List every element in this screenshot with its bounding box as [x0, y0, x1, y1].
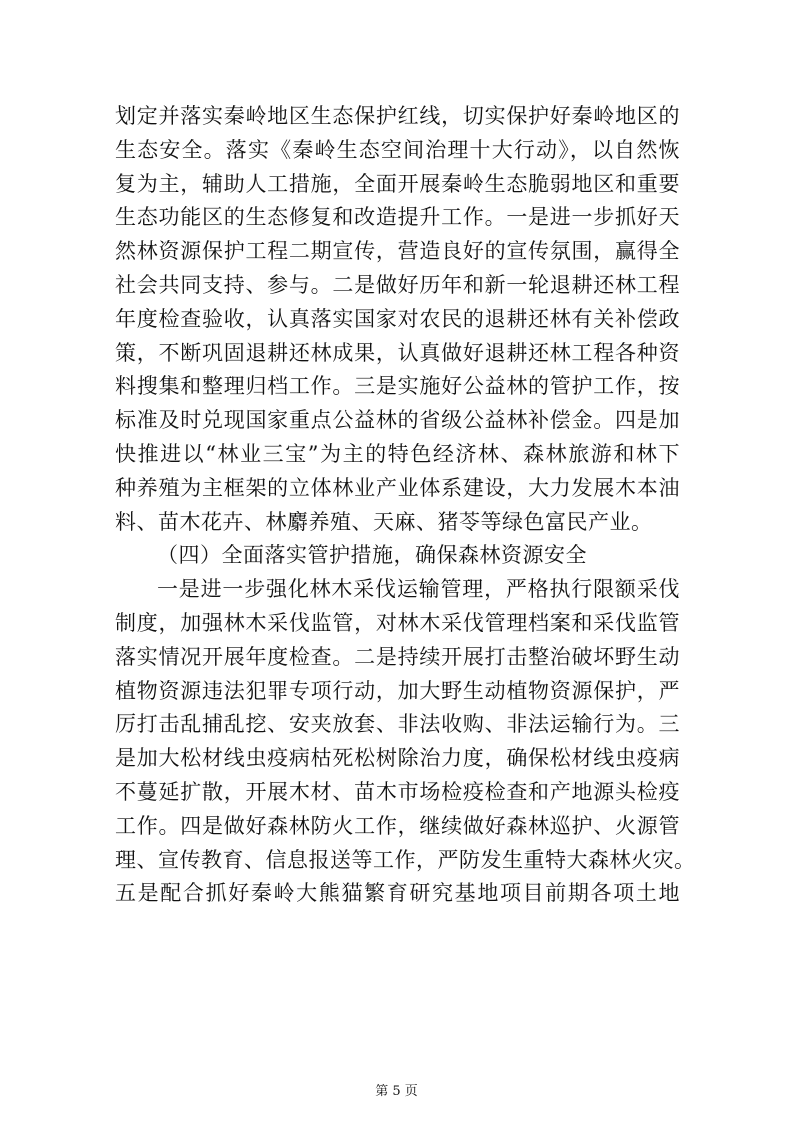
text-line: 划定并落实秦岭地区生态保护红线，切实保护好秦岭地区的 — [115, 104, 680, 128]
text-line: 然林资源保护工程二期宣传，营造良好的宣传氛围，赢得全 — [115, 239, 680, 264]
text-line: 料搜集和整理归档工作。三是实施好公益林的管护工作，按 — [115, 374, 680, 399]
text-line: 复为主，辅助人工措施，全面开展秦岭生态脆弱地区和重要 — [115, 171, 680, 196]
text-line: 种养殖为主框架的立体林业产业体系建设，大力发展木本油 — [115, 475, 680, 500]
text-line: 植物资源违法犯罪专项行动，加大野生动植物资源保护，严 — [115, 678, 680, 703]
page-number: 第 5 页 — [375, 1084, 418, 1099]
text-line: 生态安全。落实《秦岭生态空间治理十大行动》，以自然恢 — [115, 137, 680, 162]
text-line: 标准及时兑现国家重点公益林的省级公益林补偿金。四是加 — [115, 408, 680, 433]
text-line: 落实情况开展年度检查。二是持续开展打击整治破坏野生动 — [115, 644, 680, 669]
text-line: 是加大松材线虫疫病枯死松树除治力度，确保松材线虫疫病 — [115, 746, 680, 771]
text-line: 生态功能区的生态修复和改造提升工作。一是进一步抓好天 — [115, 205, 680, 230]
text-line: 策，不断巩固退耕还林成果，认真做好退耕还林工程各种资 — [115, 340, 680, 365]
section-heading: （四）全面落实管护措施，确保森林资源安全 — [157, 543, 587, 568]
text-line: 五是配合抓好秦岭大熊猫繁育研究基地项目前期各项土地 — [115, 881, 680, 906]
text-line: 不蔓延扩散，开展木材、苗木市场检疫检查和产地源头检疫 — [115, 779, 680, 804]
text-line: 快推进以“林业三宝”为主的特色经济林、森林旅游和林下 — [115, 441, 680, 466]
text-line: 一是进一步强化林木采伐运输管理，严格执行限额采伐 — [157, 577, 680, 602]
text-line: 料、苗木花卉、林麝养殖、天麻、猪苓等绿色富民产业。 — [115, 509, 653, 534]
text-line: 社会共同支持、参与。二是做好历年和新一轮退耕还林工程 — [115, 272, 680, 297]
text-line: 厉打击乱捕乱挖、安夹放套、非法收购、非法运输行为。三 — [115, 712, 680, 737]
text-line: 工作。四是做好森林防火工作，继续做好森林巡护、火源管 — [115, 813, 680, 838]
text-line: 制度，加强林木采伐监管，对林木采伐管理档案和采伐监管 — [115, 610, 680, 635]
document-body — [115, 100, 696, 911]
text-line: 年度检查验收，认真落实国家对农民的退耕还林有关补偿政 — [115, 306, 680, 331]
text-line: 理、宣传教育、信息报送等工作，严防发生重特大森林火灾。 — [115, 847, 696, 872]
